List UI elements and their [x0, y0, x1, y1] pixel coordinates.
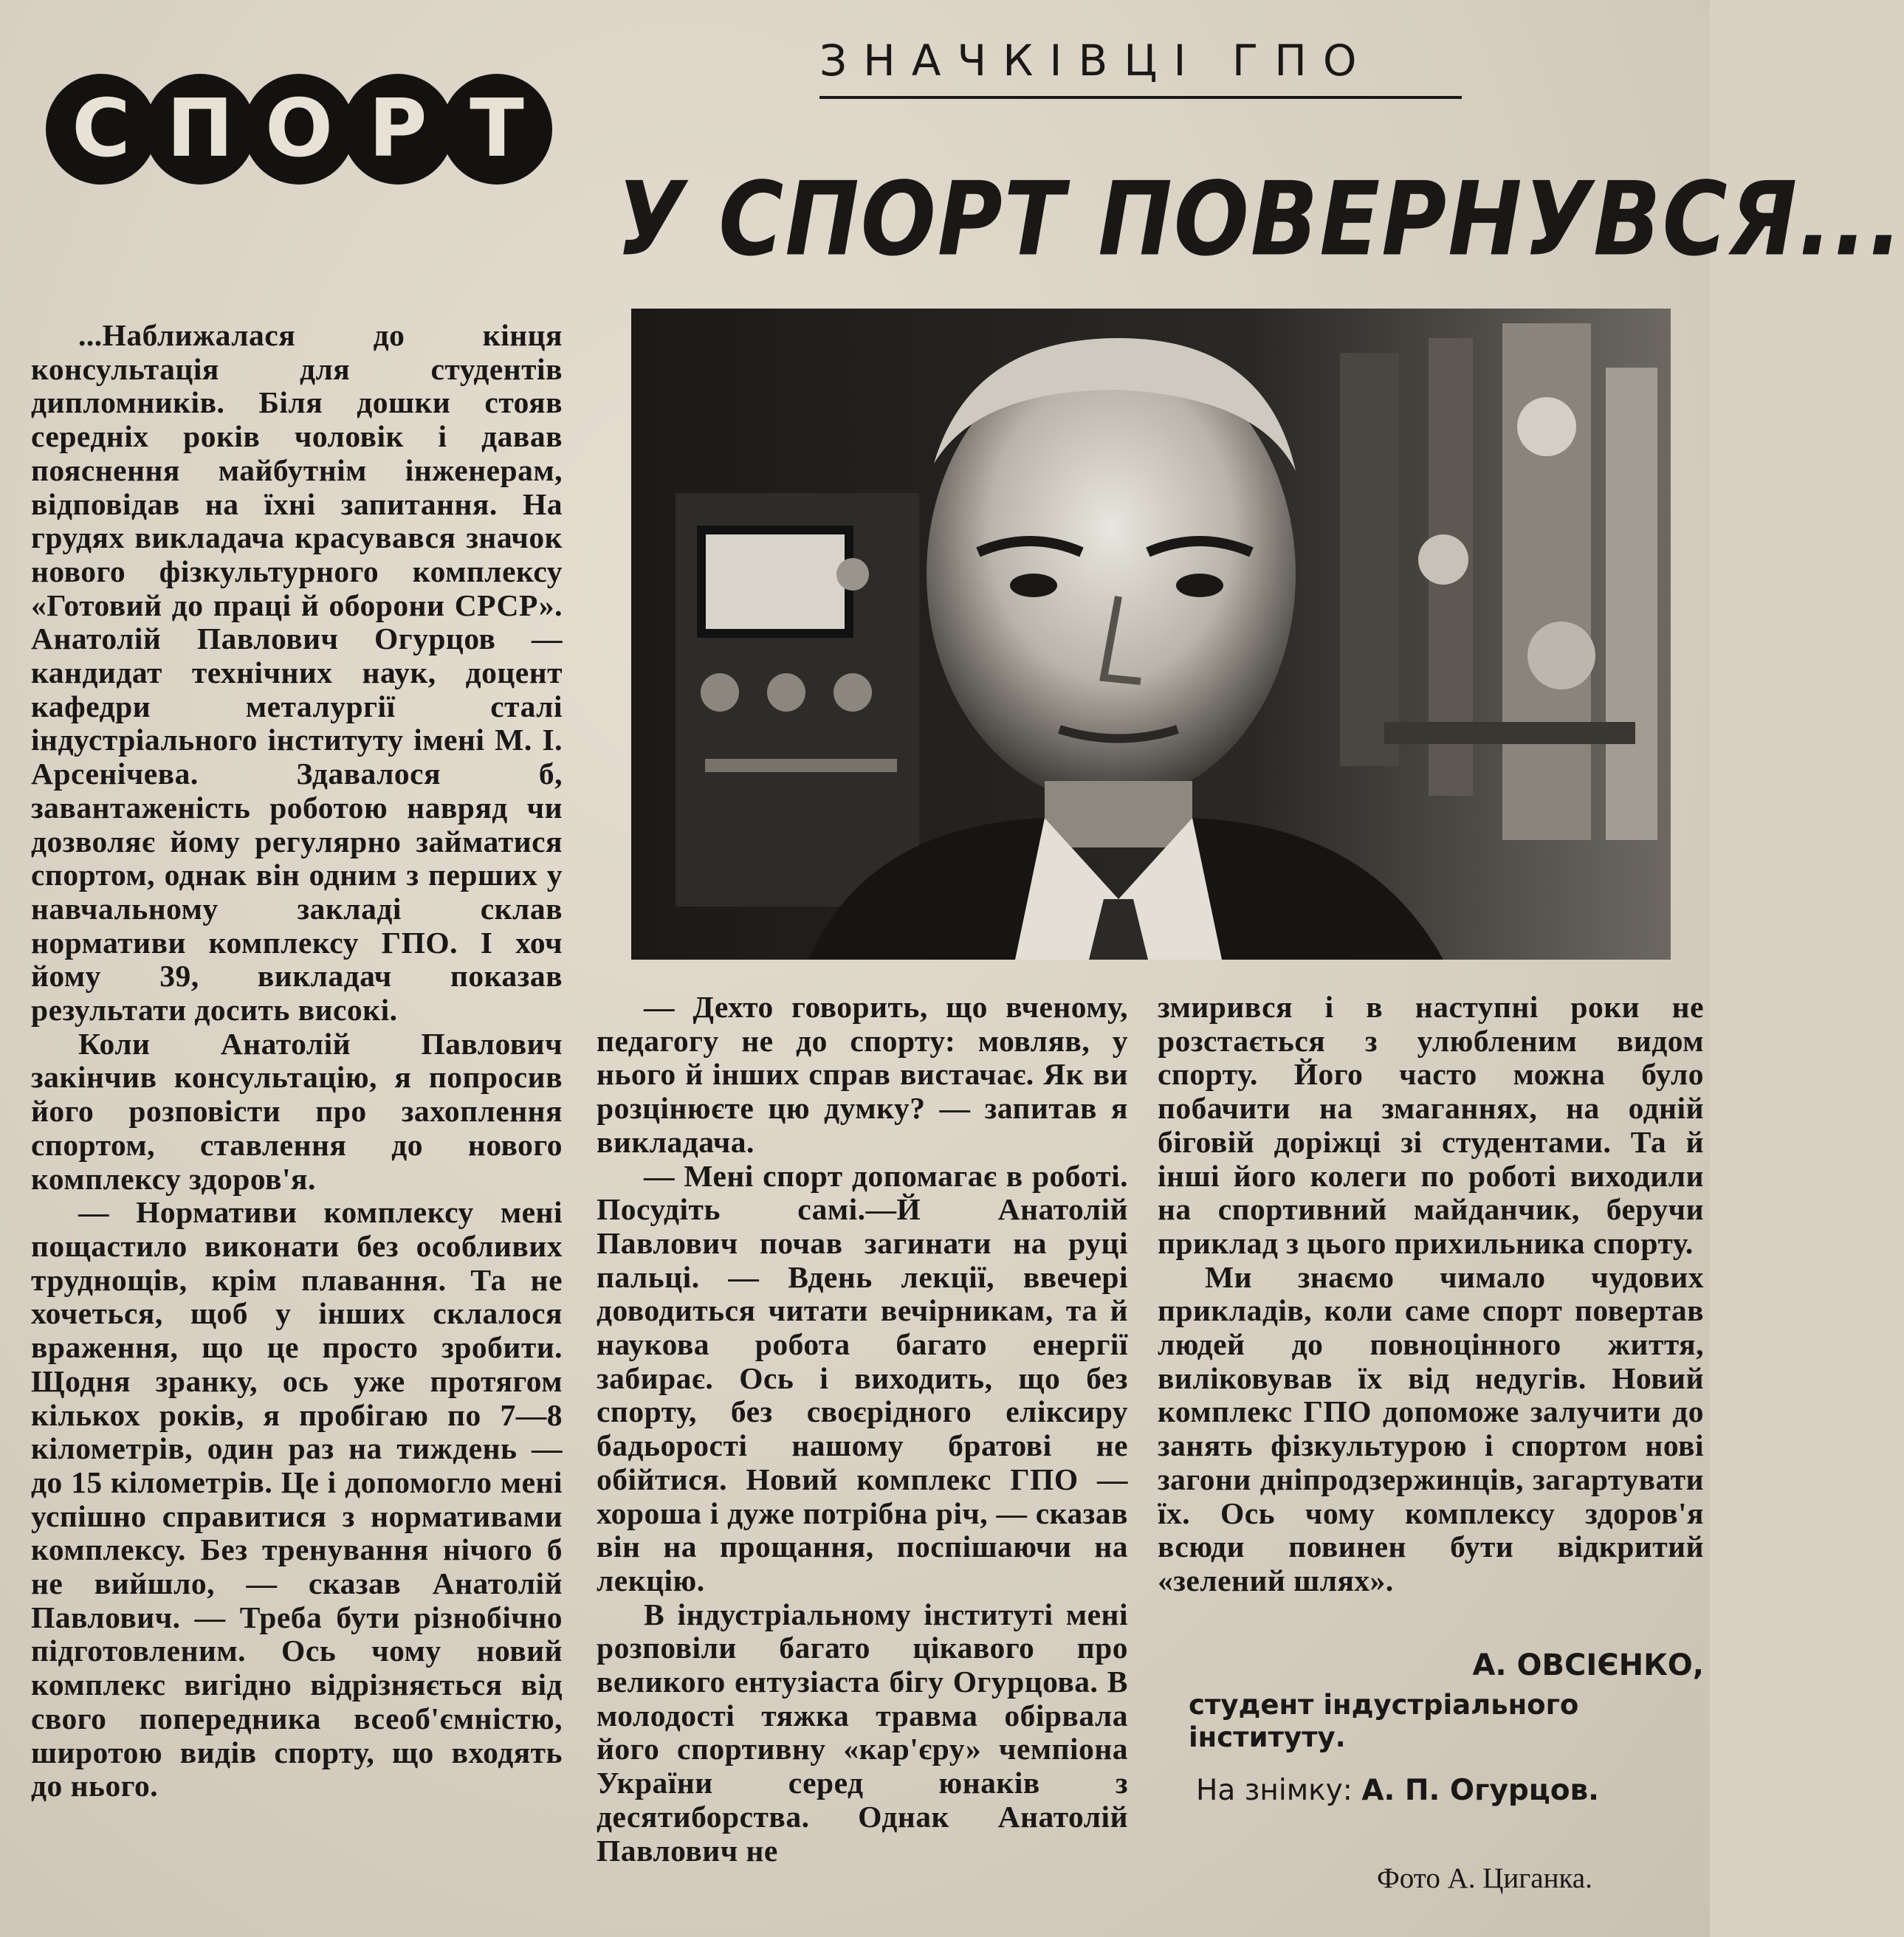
masthead-letter: С [46, 74, 157, 185]
photo-caption [1196, 1774, 1713, 1807]
article-column-2 [597, 991, 1128, 1868]
paragraph: В індустріальному інституті мені розповіли багато цікавого про великого ентузіаста бігу Огурцова. В молодості тяжка травма обірвала його спортивну «кар'єру» чемпіона України серед юнаків з десятиборства. Однак Анатолій Павлович не [597, 1597, 1128, 1868]
article-column-1 [31, 319, 563, 1803]
caption-subject: А. П. Огурцов. [1361, 1774, 1599, 1807]
paragraph: Ми знаємо чимало чудових прикладів, коли саме спорт повертав людей до повноцінного життя, виліковував їх від недугів. Новий комплекс ГПО допоможе залучити до занять фізкультурою і спортом нові загони дніпродзержинців, загартувати їх. Ось чому комплексу здоров'я всюди повинен бути відкритий «зелений шлях». [1158, 1259, 1704, 1597]
sport-masthead [46, 74, 540, 185]
masthead-letter: Р [343, 74, 453, 185]
author-name: А. ОВСІЄНКО, [1472, 1648, 1704, 1682]
article-headline: У СПОРТ ПОВЕРНУВСЯ... [616, 161, 1904, 279]
paragraph: — Мені спорт допомагає в роботі. Посудіть самі.—Й Анатолій Павлович почав загинати на руці пальці. — Вдень лекції, ввечері доводиться читати вечірникам, та й наукова робота багато енергії забирає. Ось і виходить, що без спорту, без своєрідного еліксиру бадьорості нашому братові не обійтися. Новий комплекс ГПО — хороша і дуже потрібна річ, — сказав він на прощання, поспішаючи на лекцію. [597, 1158, 1128, 1597]
portrait-photo-icon [631, 309, 1671, 960]
masthead-letter: Т [441, 74, 552, 185]
caption-prefix: На знімку: [1196, 1774, 1353, 1807]
masthead-letter: О [244, 74, 354, 185]
section-kicker: ЗНАЧКІВЦІ ГПО [819, 35, 1373, 86]
author-role: студент індустріального інституту. [1189, 1689, 1579, 1753]
paragraph: ...Наближалася до кінця консультація для студентів дипломників. Біля дошки стояв середніх років чоловік і давав пояснення майбутнім інженерам, відповідав на їхні запитання. На грудях викладача красувався значок нового фізкультурного комплексу «Готовий до праці й оборони СРСР». Анатолій Павлович Огурцов — кандидат технічних наук, доцент кафедри металургії сталі індустріального інституту імені М. І. Арсенічева. Здавалося б, завантаженість роботою навряд чи дозволяє йому регулярно займатися спортом, однак він одним з перших у навчальному закладі склав нормативи комплексу ГПО. І хоч йому 39, викладач показав результати досить високі. [31, 318, 563, 1028]
paragraph: — Дехто говорить, що вченому, педагогу не до спорту: мовляв, у нього й інших справ вистачає. Як ви розцінюєте цю думку? — запитав я викладача. [597, 990, 1128, 1159]
portrait-photo [631, 309, 1671, 960]
paragraph: змирився і в наступні роки не розстається з улюбленим видом спорту. Його часто можна було побачити на змаганнях, на одній біговій доріжці зі студентами. Та й інші його колеги по роботі виходили на спортивний майданчик, беручи приклад з цього прихильника спорту. [1158, 990, 1704, 1260]
paragraph: — Нормативи комплексу мені пощастило виконати без особливих труднощів, крім плавання. Та не хочеться, щоб у інших склалося враження, що це просто зробити. Щодня зранку, ось уже протягом кількох років, я пробігаю по 7—8 кілометрів, один раз на тиждень — до 15 кілометрів. Це і допомогло мені успішно справитися з нормативами комплексу. Без тренування нічого б не вийшло, — сказав Анатолій Павлович. — Треба бути різнобічно підготовленим. Ось чому новий комплекс вигідно відрізняється від свого попередника всеоб'ємністю, широтою видів спорту, що входять до нього. [31, 1195, 563, 1803]
photo-credit: Фото А. Циганка. [1377, 1862, 1592, 1894]
kicker-underline [819, 96, 1462, 99]
paragraph: Коли Анатолій Павлович закінчив консультацію, я попросив його розповісти про захоплення спортом, ставлення до нового комплексу здоров'я. [31, 1026, 563, 1196]
masthead-letter: П [145, 74, 255, 185]
article-column-3 [1158, 991, 1704, 1598]
